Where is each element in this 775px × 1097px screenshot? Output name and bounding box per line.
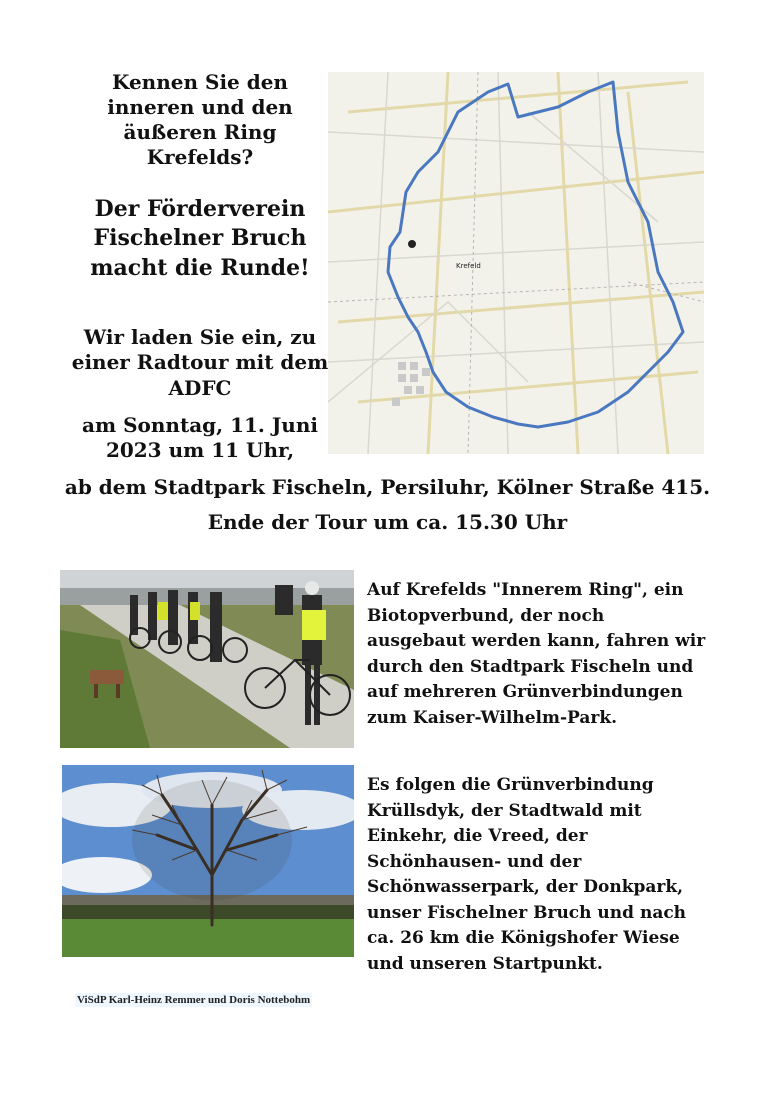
- tree-photo: [62, 765, 354, 957]
- tour-date: am Sonntag, 11. Juni 2023 um 11 Uhr,: [82, 413, 318, 463]
- imprint: ViSdP Karl-Heinz Remmer und Doris Nottebohm: [77, 994, 311, 1006]
- route-paragraph-inner-ring: Auf Krefelds "Innerem Ring", ein Biotopverbund, der noch ausgebaut werden kann, fahren wir durch den Stadtpark Fischeln und auf mehreren Grünverbindungen zum Kaiser-Wilhelm-Park.: [367, 580, 706, 728]
- intro-invitation: Wir laden Sie ein, zu einer Radtour mit dem ADFC: [71, 325, 329, 400]
- cyclists-photo: [60, 570, 354, 748]
- map-city-label: Krefeld: [456, 262, 481, 270]
- route-map: [328, 72, 704, 454]
- tour-end-time: Ende der Tour um ca. 15.30 Uhr: [207, 510, 568, 534]
- tour-start-location: ab dem Stadtpark Fischeln, Persiluhr, Kölner Straße 415.: [64, 475, 711, 499]
- intro-headline: Der Förderverein Fischelner Bruch macht die Runde!: [90, 196, 310, 281]
- route-paragraph-stops: Es folgen die Grünverbindung Krüllsdyk, der Stadtwald mit Einkehr, die Vreed, der Schönhausen- und der Schönwasserpark, der Donkpark, unser Fischelner Bruch und nach ca. 26 km die Königshofer Wiese und unseren Startpunkt.: [367, 775, 687, 974]
- start-marker: [408, 240, 416, 248]
- intro-question: Kennen Sie den inneren und den äußeren Ring Krefelds?: [107, 70, 293, 169]
